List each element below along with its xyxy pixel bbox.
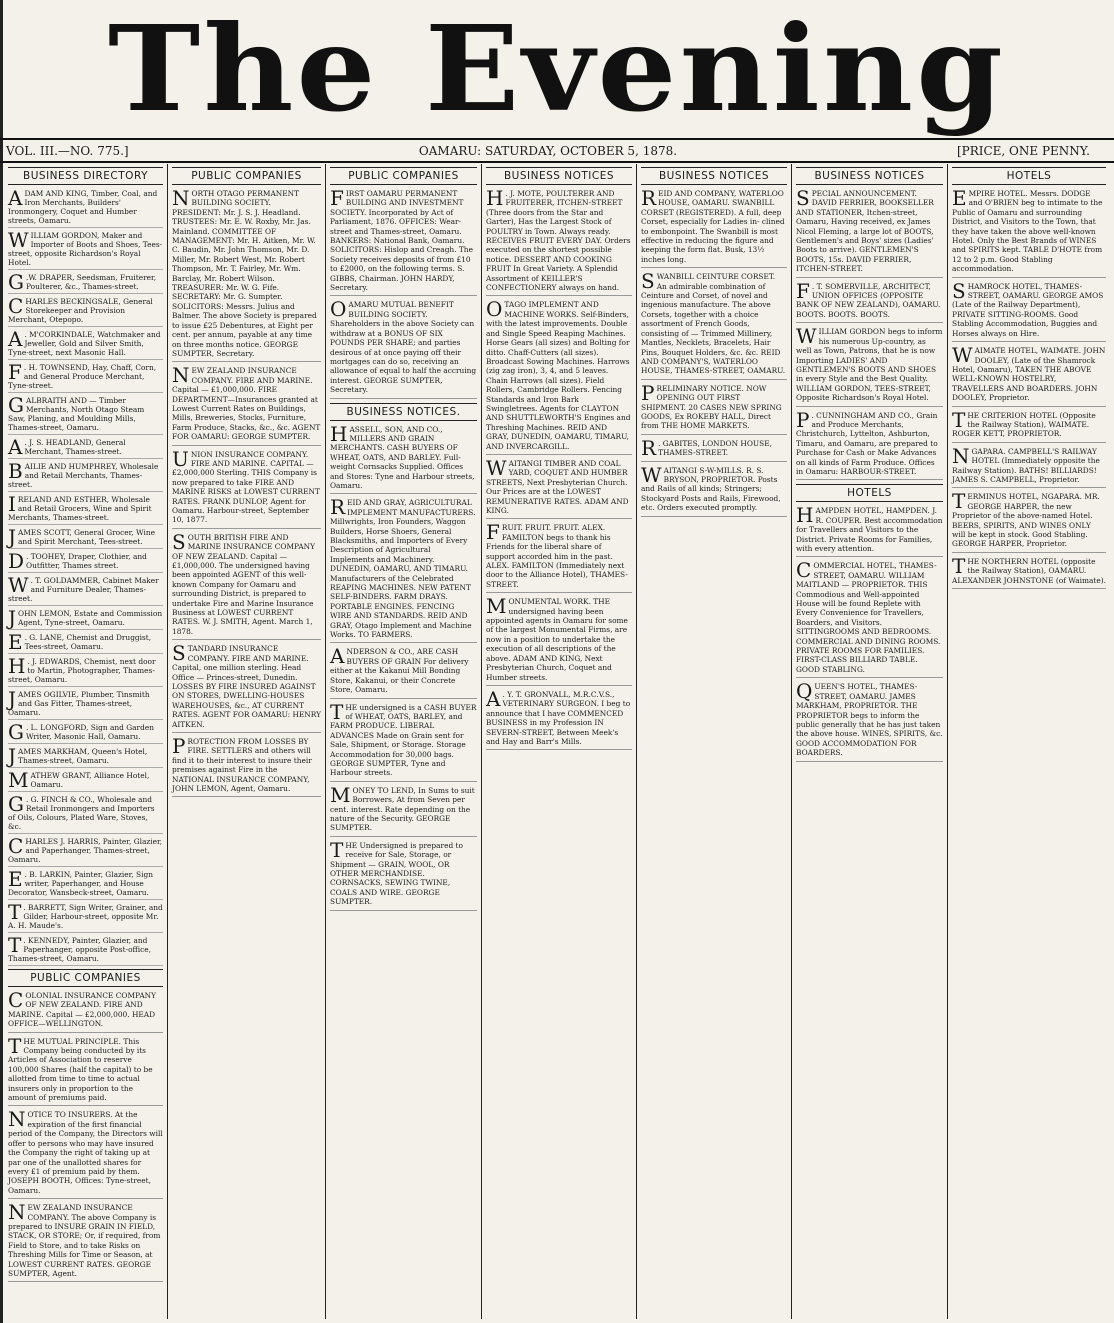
advertisement-text: ILLIAM GORDON begs to inform his numerous Up-country, as well as Town, Patrons, that he is now Importing LADIES' AND GENTLEMEN'S BOOTS AND SHOES in every Style and the Best Quality. WILLIAM GORDON, TEES-STREET, Opposite Richardson's Royal Hotel. [796, 327, 943, 403]
hotels-list [796, 503, 943, 761]
drop-capital: C [8, 834, 24, 858]
advertisement [330, 421, 477, 495]
drop-capital: H [8, 654, 26, 678]
drop-capital: J [8, 606, 17, 630]
advertisement [8, 988, 163, 1033]
advertisement-text: GAPARA. CAMPBELL'S RAILWAY HOTEL (Immediately opposite the Railway Station). BATHS! BILLIARDS! JAMES S. CAMPBELL, Proprietor. [952, 446, 1100, 484]
advertisement-text: AIMATE HOTEL, WAIMATE. JOHN DOOLEY, (Late of the Shamrock Hotel, Oamaru), TAKEN THE ABOVE WELL-KNOWN HOSTELRY, TRAVELLERS AND BOARDERS. JOHN DOOLEY, Proprietor. [952, 346, 1106, 403]
drop-capital: C [796, 558, 812, 583]
drop-capital: W [8, 573, 29, 597]
advertisement-text: AITANGI S-W-MILLS. R. S. BRYSON, PROPRIETOR. Posts and Rails of all kinds; Stringers; Stockyard Posts and Rails, Firewood, etc. Orders executed promptly. [641, 465, 781, 513]
advertisement [330, 297, 477, 398]
advertisement-text: . G. LANE, Chemist and Druggist, Tees-street, Oamaru. [24, 633, 152, 651]
drop-capital: Q [796, 679, 813, 704]
section-heading: BUSINESS NOTICES [796, 167, 943, 185]
advertisement-text: . T. GOLDAMMER, Cabinet Maker and Furniture Dealer, Thames-street. [8, 576, 159, 603]
drop-capital: D [8, 549, 25, 573]
directory-entry [8, 900, 163, 933]
section-heading: HOTELS [952, 167, 1106, 185]
drop-capital: F [796, 278, 810, 303]
companies-list [8, 988, 163, 1282]
advertisement [796, 558, 943, 678]
advertisement [796, 324, 943, 406]
advertisement-text: HARLES BECKINGSALE, General Storekeeper and Provision Merchant, Otepopo. [8, 297, 153, 324]
advertisement [172, 529, 321, 640]
advertisement-text: . M'CORKINDALE, Watchmaker and Jeweller, Gold and Silver Smith, Tyne-street, next Masonic Hall. [8, 330, 161, 357]
advertisement [796, 503, 943, 557]
advertisement [172, 733, 321, 797]
notices-list [486, 186, 632, 750]
column-3 [326, 164, 482, 1319]
price: [PRICE, ONE PENNY. [956, 144, 1090, 158]
advertisement-text: HAMROCK HOTEL, THAMES-STREET, OAMARU. GEORGE AMOS (Late of the Railway Department), PRIVATE SITTING-ROOMS. Good Stabling Accommodation, Buggies and Horses always on Hire. [952, 281, 1104, 338]
drop-capital: T [330, 699, 344, 724]
advertisement [330, 699, 477, 782]
section-heading: PUBLIC COMPANIES [330, 167, 477, 185]
advertisement-text: NDERSON & CO., ARE CASH BUYERS OF GRAIN For delivery either at the Kakanui Mill Bonding Store, Kakanui, or their Concrete Store, Oamaru. [330, 647, 469, 695]
advertisement [641, 462, 787, 517]
directory-entry [8, 744, 163, 768]
drop-capital: T [952, 489, 966, 514]
advertisement [952, 186, 1106, 278]
drop-capital: T [952, 407, 966, 432]
directory-entry [8, 792, 163, 834]
advertisement-text: HE NORTHERN HOTEL (opposite the Railway Station), OAMARU. ALEXANDER JOHNSTONE (of Waimate). [952, 556, 1107, 585]
advertisement-text: ASSELL, SON, AND CO., MILLERS AND GRAIN MERCHANTS. CASH BUYERS OF WHEAT, OATS, AND BARLEY. Full-weight Cornsacks Supplied. Offices and Stores: Tyne and Harbour streets, Oamaru. [330, 424, 475, 490]
advertisement [641, 269, 787, 379]
advertisement [952, 443, 1106, 489]
advertisement-text: PECIAL ANNOUNCEMENT. DAVID FERRIER, BOOKSELLER AND STATIONER, Itchen-street, Oamaru, Having received, ex James Nicol Fleming, a large lot of BOOTS, Gentlemen's and Boys' sizes (Ladies' Boots to arrive). GENTLEMEN'S BOOTS, 15s. DAVID FERRIER, ITCHEN-STREET. [796, 189, 934, 274]
masthead [0, 0, 1114, 138]
section-heading: HOTELS [796, 484, 943, 502]
section-heading: BUSINESS NOTICES. [330, 403, 477, 421]
advertisement-text: ORTH OTAGO PERMANENT BUILDING SOCIETY. PRESIDENT: Mr. J. S. J. Headland. TRUSTEES: Mr. E. W. Roxby, Mr. Jas. Mainland. COMMITTEE OF MANAGEMENT: Mr. H. Aitken, Mr. W. C. Baudin, Mr. John Thomson, Mr. D. Miller, Mr. Robert West, Mr. Robert Thompson, Mr. T. Fairley, Mr. Wm. Barclay, Mr. Robert Wilson. TREASURER: Mr. W. G. Fife. SECRETARY: Mr. G. Sumpter. SOLICITORS: Messrs. Julius and Balmer. The above Society is prepared to issue £25 Debentures, at Eight per cent. per annum, payable at any time on three months notice. GEORGE SUMPTER, Secretary. [172, 189, 317, 358]
advertisement [172, 641, 321, 733]
advertisement [8, 1107, 163, 1199]
drop-capital: J [8, 744, 17, 768]
directory-entry [8, 435, 163, 459]
advertisement-text: OHN LEMON, Estate and Commission Agent, Tyne-street, Oamaru. [18, 609, 163, 627]
advertisement-text: HE MUTUAL PRINCIPLE. This Company being conducted by its Articles of Association to reserve 100,000 Shares (half the capital) to be allotted from time to time to actual insurers only in proportion to the amount of premiums paid. [8, 1036, 153, 1103]
section-heading: PUBLIC COMPANIES [172, 167, 321, 185]
advertisement [486, 455, 632, 519]
advertisement [796, 278, 943, 324]
drop-capital: W [641, 462, 662, 487]
advertisement-text: OMMERCIAL HOTEL, THAMES-STREET, OAMARU. WILLIAM MAITLAND — PROPRIETOR. THIS Commodious and Well-appointed House will be found Replete with Every Convenience for Travellers, Boarders, and Visitors. SITTINGROOMS AND BEDROOMS. COMMERCIAL AND DINING ROOMS. PRIVATE ROOMS FOR FAMILIES. FIRST-CLASS BILLIARD TABLE. GOOD STABLING. [796, 561, 941, 674]
drop-capital: M [8, 768, 29, 792]
masthead-title: The Evening [107, 0, 1007, 138]
advertisement-text: . Y. T. GRONVALL, M.R.C.V.S., VETERINARY SURGEON. I beg to announce that I have COMMENCED BUSINESS in my Profession IN SEVERN-STREET, Between Meek's and Hay and Barr's Mills. [486, 689, 631, 746]
advertisement-text: IRST OAMARU PERMANENT BUILDING AND INVESTMENT SOCIETY. Incorporated by Act of Parliament, 1876. OFFICES: Wear-street and Thames-street, Oamaru. BANKERS: National Bank, Oamaru. SOLICITORS: Hislop and Creagh. The Society receives deposits of from £10 to £2000, on the following terms. S. GIBBS, Chairman. JOHN HARDY, Secretary. [330, 189, 473, 293]
advertisement-text: . L. LONGFORD, Sign and Garden Writer, Masonic Hall, Oamaru. [25, 723, 154, 741]
directory-entry [8, 525, 163, 549]
advertisement-text: . TOOHEY, Draper, Clothier, and Outfitter, Thames street. [26, 552, 147, 570]
advertisement [952, 489, 1106, 552]
advertisement-text: AMES OGILVIE, Plumber, Tinsmith and Gas Fitter, Thames-street, Oamaru. [8, 690, 150, 717]
dateline [6, 142, 1090, 160]
section-heading: BUSINESS DIRECTORY [8, 167, 163, 185]
drop-capital: G [8, 393, 24, 417]
masthead-rule-bottom [0, 161, 1114, 163]
advertisement-text: . J. EDWARDS, Chemist, next door to Martin, Photographer, Thames-street, Oamaru. [8, 657, 156, 684]
advertisement-text: HARLES J. HARRIS, Painter, Glazier, and Paperhanger, Thames-street, Oamaru. [8, 837, 163, 864]
drop-capital: G [8, 720, 24, 744]
drop-capital: S [952, 278, 966, 303]
drop-capital: F [8, 360, 22, 384]
advertisement [172, 363, 321, 445]
drop-capital: F [486, 520, 500, 545]
drop-capital: P [796, 407, 810, 432]
advertisement-text: . T. SOMERVILLE, ARCHITECT, UNION OFFICES (OPPOSITE BANK OF NEW ZEALAND), OAMARU. BOOTS. BOOTS. BOOTS. [796, 281, 941, 319]
advertisement-text: . CUNNINGHAM AND CO., Grain and Produce Merchants, Christchurch, Lyttelton, Ashburton, Timaru, and Oamaru, are prepared to Purchase for Cash or Make Advances on all kinds of Farm Produce. Offices in Oamaru: HARBOUR-STREET. [796, 410, 938, 476]
drop-capital: N [172, 186, 190, 210]
section-heading: PUBLIC COMPANIES [8, 969, 163, 987]
drop-capital: T [8, 1033, 22, 1058]
advertisement-text: HE undersigned is a CASH BUYER of WHEAT, OATS, BARLEY, and FARM PRODUCE. LIBERAL ADVANCES Made on Grain sent for Sale, Shipment, or Storage. Storage Accommodation for 30,000 bags. GEORGE SUMPTER, Tyne and Harbour streets. [330, 702, 477, 778]
drop-capital: W [486, 455, 507, 480]
advertisement [641, 186, 787, 268]
directory-entry [8, 687, 163, 720]
advertisement [952, 343, 1106, 406]
drop-capital: G [8, 270, 24, 294]
advertisement-text: ERMINUS HOTEL, NGAPARA. MR. GEORGE HARPER, the new Proprietor of the above-named Hotel. BEERS, SPIRITS, AND WINES ONLY will be kept in stock. Good Stabling. GEORGE HARPER, Proprietor. [952, 492, 1100, 549]
drop-capital: A [8, 186, 23, 210]
date-and-place: OAMARU: SATURDAY, OCTOBER 5, 1878. [418, 144, 678, 158]
advertisement-text: AMES MARKHAM, Queen's Hotel, Thames-street, Oamaru. [18, 747, 148, 765]
column-5 [637, 164, 792, 1319]
drop-capital: A [8, 435, 23, 459]
directory-list [8, 186, 163, 966]
drop-capital: S [796, 186, 810, 210]
directory-entry [8, 270, 163, 294]
drop-capital: I [8, 492, 16, 516]
advertisement-text: RELIMINARY NOTICE. NOW OPENING OUT FIRST SHIPMENT. 20 CASES NEW SPRING GOODS, Ex ROKEBY HALL, Direct from THE HOME MARKETS. [641, 383, 782, 431]
directory-entry [8, 393, 163, 435]
advertisement [172, 186, 321, 362]
advertisement-text: EID AND COMPANY, WATERLOO HOUSE, OAMARU. SWANBILL CORSET (REGISTERED). A full, deep Corset, especially for Ladies in- clined to embonpoint. The Swanbill is most effective in reducing the figure and keeping the form flat. Busk, 13½ inches long. [641, 189, 785, 264]
directory-entry [8, 573, 163, 606]
advertisement-text: AMARU MUTUAL BENEFIT BUILDING SOCIETY. Shareholders in the above Society can withdraw at a BONUS OF SIX POUNDS PER SHARE; and parties desirous of at once paying off their mortgages can do so, receiving an allowance of equal to half the accruing interest. GEORGE SUMPTER, Secretary. [330, 300, 477, 395]
directory-entry [8, 492, 163, 525]
advertisement-text: AMES SCOTT, General Grocer, Wine and Spirit Merchant, Tees-street. [18, 528, 155, 546]
advertisement-text: ONEY TO LEND, In Sums to suit Borrowers, At from Seven per cent. interest. Rate depending on the nature of the Security. GEORGE SUMPTER. [330, 785, 475, 833]
advertisement-text: AMPDEN HOTEL, HAMPDEN. J. R. COUPER. Best accommodation for Travellers and Visitors to the District. Private Rooms for Families, with every attention. [796, 506, 943, 553]
column-1 [4, 164, 168, 1319]
advertisement-text: . J. MOTE, POULTERER AND FRUITERER, ITCHEN-STREET (Three doors from the Star and Garter), Has the Largest Stock of POULTRY in Town. Always ready. RECEIVES FRUIT EVERY DAY. Orders executed on the shortest possible notice. DESSERT AND COOKING FRUIT In Great Variety. A Splendid Assortment of KEILLER'S CONFECTIONERY always on hand. [486, 189, 631, 293]
advertisement-text: . G. FINCH & CO., Wholesale and Retail Ironmongers and Importers of Oils, Colours, Plated Ware, Stoves, &c. [8, 795, 155, 831]
advertisement-text: ONUMENTAL WORK. THE undersigned having been appointed agents in Oamaru for some of the largest Monumental Firms, are now in a position to undertake the execution of all descriptions of the above. ADAM AND KING, Next Presbyterian Church, Coquet and Humber streets. [486, 597, 628, 682]
advertisement [796, 407, 943, 481]
drop-capital: A [330, 644, 345, 669]
directory-entry [8, 327, 163, 360]
columns [4, 164, 1110, 1319]
drop-capital: O [330, 297, 347, 322]
advertisement [796, 679, 943, 761]
advertisement [641, 435, 787, 462]
drop-capital: B [8, 459, 23, 483]
directory-entry [8, 630, 163, 654]
advertisement-text: OLONIAL INSURANCE COMPANY OF NEW ZEALAND. FIRE AND MARINE. Capital — £2,000,000. HEAD OFFICE—WELLINGTON. [8, 991, 157, 1029]
advertisement-text: TAGO IMPLEMENT AND MACHINE WORKS. Self-Binders, with the latest improvements. Double and Single Speed Reaping Machines. Horse Gears (all sizes) and Bolting for ditto. Chaff-Cutters (all sizes). Broadcast Sowing Machines. Harrows (zig zag iron), 3, 4, and 5 leaves. Chain Harrows (all sizes). Field Rollers, Cambridge Rollers. Fencing Standards and Iron Bark Swingletrees. Agents for CLAYTON AND SHUTTLEWORTH'S Engines and Threshing Machines. REID AND GRAY, DUNEDIN, OAMARU, TIMARU, AND INVERCARGILL. [486, 300, 631, 451]
column-2 [168, 164, 326, 1319]
advertisement-text: DAM AND KING, Timber, Coal, and Iron Merchants, Builders' Ironmongery, Coquet and Humber streets, Oamaru. [8, 189, 158, 225]
drop-capital: R [641, 186, 657, 210]
drop-capital: H [796, 503, 814, 528]
drop-capital: H [330, 421, 348, 446]
advertisement [486, 686, 632, 750]
advertisement [172, 446, 321, 529]
advertisement-text: NION INSURANCE COMPANY. FIRE AND MARINE. CAPITAL — £2,000,000 Sterling. THIS Company is now prepared to take FIRE AND MARINE RISKS at LOWEST CURRENT RATES. FRANK DUNLOP, Agent for Oamaru. Harbour-street, September 10, 1877. [172, 449, 320, 525]
drop-capital: W [796, 324, 817, 349]
advertisement [641, 380, 787, 435]
advertisement-text: ILLIAM GORDON, Maker and Importer of Boots and Shoes, Tees-street, opposite Richardson's Royal Hotel. [8, 231, 163, 267]
advertisement-text: AITANGI TIMBER AND COAL YARD, COQUET AND HUMBER STREETS, Next Presbyterian Church. Our Prices are at the LOWEST REMUNERATIVE RATES. ADAM AND KING. [486, 458, 629, 515]
notices-list [796, 186, 943, 480]
advertisement-text: . J. S. HEADLAND, General Merchant, Thames-street. [24, 438, 126, 456]
advertisement-text: OTICE TO INSURERS. At the expiration of the first financial period of the Company, the Directors will offer to persons who may have insured the Company the right of taking up at par one of the unallotted shares for every £1 of premium paid by them. JOSEPH BOOTH, Offices: Tyne-street, Oamaru. [8, 1110, 163, 1195]
directory-entry [8, 654, 163, 687]
drop-capital: H [486, 186, 504, 210]
advertisement [8, 1033, 163, 1107]
drop-capital: S [172, 529, 186, 554]
notices-list [330, 421, 477, 911]
drop-capital: F [330, 186, 344, 210]
column-6 [792, 164, 948, 1319]
advertisement [486, 520, 632, 593]
directory-entry [8, 186, 163, 228]
advertisement-text: HE CRITERION HOTEL (Opposite the Railway Station), WAIMATE. ROGER KETT, PROPRIETOR. [952, 410, 1096, 439]
directory-entry [8, 294, 163, 327]
directory-entry [8, 549, 163, 573]
advertisement [952, 553, 1107, 589]
drop-capital: R [330, 495, 346, 520]
companies-list [172, 186, 321, 797]
drop-capital: C [8, 988, 24, 1012]
drop-capital: T [8, 900, 22, 924]
drop-capital: E [8, 630, 23, 654]
advertisement [330, 644, 477, 698]
advertisement-text: OUTH BRITISH FIRE AND MARINE INSURANCE COMPANY OF NEW ZEALAND. Capital — £1,000,000. The undersigned having been appointed AGENT of this well-known Company for Oamaru and surrounding District, is prepared to undertake Fire and Marine Insurance Business at LOWEST CURRENT RATES. W. J. SMITH, Agent. March 1, 1878. [172, 532, 316, 636]
drop-capital: C [8, 294, 24, 318]
directory-entry [8, 459, 163, 492]
page-edge-rule [0, 0, 3, 1323]
drop-capital: T [8, 933, 22, 957]
advertisement-text: . H. TOWNSEND, Hay, Chaff, Corn, and General Produce Merchant, Tyne-street. [8, 363, 157, 390]
drop-capital: R [641, 435, 657, 460]
directory-entry [8, 720, 163, 744]
advertisement-text: HE Undersigned is prepared to receive for Sale, Storage, or Shipment — GRAIN, WOOL, OR OTHER MERCHANDISE. CORNSACKS, SEWING TWINE, COALS AND WIRE. GEORGE SUMPTER. [330, 840, 463, 907]
advertisement [486, 594, 632, 686]
advertisement-text: .W. DRAPER, Seedsman, Fruiterer, Poulterer, &c., Thames-street. [25, 273, 157, 291]
advertisement [330, 837, 477, 911]
drop-capital: N [8, 1107, 26, 1132]
advertisement-text: ROTECTION FROM LOSSES BY FIRE. SETTLERS and others will find it to their interest to insure their premises against Fire in the NATIONAL INSURANCE COMPANY, JOHN LEMON, Agent, Oamaru. [172, 736, 312, 793]
advertisement [330, 495, 477, 643]
drop-capital: S [172, 641, 186, 666]
drop-capital: S [641, 269, 655, 294]
directory-entry [8, 606, 163, 630]
hotels-list [952, 186, 1107, 589]
drop-capital: T [952, 553, 966, 578]
advertisement-text: EW ZEALAND INSURANCE COMPANY. FIRE AND MARINE. Capital — £1,000,000. FIRE DEPARTMENT—Insurances granted at Lowest Current Rates on Buildings, Mills, Breweries, Stocks, Furniture, Farm Produce, Stacks, &c., &c. AGENT FOR OAMARU: GEORGE SUMPTER. [172, 366, 321, 442]
advertisement [330, 186, 477, 296]
companies-list [330, 186, 477, 399]
drop-capital: E [8, 867, 23, 891]
drop-capital: M [486, 594, 507, 619]
advertisement-text: EW ZEALAND INSURANCE COMPANY. The above Company is prepared to INSURE GRAIN IN FIELD, STACK, OR STORE; Or, if required, from Field to Store, and to take Risks on Threshing Mills for Time or Season, at LOWEST CURRENT RATES. GEORGE SUMPTER, Agent. [8, 1203, 161, 1278]
advertisement-text: ATHEW GRANT, Alliance Hotel, Oamaru. [30, 771, 150, 789]
drop-capital: A [8, 327, 23, 351]
advertisement-text: . GABITES, LONDON HOUSE, THAMES-STREET. [658, 438, 772, 458]
directory-entry [8, 834, 163, 867]
volume-number: VOL. III.—NO. 775.] [6, 144, 129, 158]
drop-capital: W [952, 343, 973, 368]
drop-capital: J [8, 687, 17, 711]
advertisement-text: AILIE AND HUMPHREY, Wholesale and Retail Merchants, Thames-street. [8, 462, 159, 489]
advertisement-text: UEEN'S HOTEL, THAMES-STREET, OAMARU. JAMES MARKHAM, PROPRIETOR. THE PROPRIETOR begs to inform the public generally that he has just taken the above house. WINES, SPIRITS, &c. GOOD ACCOMMODATION FOR BOARDERS. [796, 682, 943, 758]
drop-capital: W [8, 228, 29, 252]
advertisement [796, 186, 943, 278]
advertisement [952, 407, 1106, 443]
drop-capital: J [8, 525, 17, 549]
directory-entry [8, 360, 163, 393]
advertisement [330, 782, 477, 837]
column-7 [948, 164, 1110, 1319]
advertisement-text: . B. LARKIN, Painter, Glazier, Sign writer, Paperhanger, and House Decorator, Wansbeck-street, Oamaru. [8, 870, 153, 897]
advertisement-text: WANBILL CEINTURE CORSET. An admirable combination of Ceinture and Corset, of novel and ingenious manufacture. The above Corsets, together with a choice assortment of French Goods, consisting of — Trimmed Millinery, Mantles, Necklets, Bracelets, Hair Pins, Bouquet Holders, &c. &c. REID AND COMPANY'S, WATERLOO HOUSE, THAMES-STREET, OAMARU. [641, 272, 786, 376]
drop-capital: P [172, 733, 186, 758]
advertisement-text: . BARRETT, Sign Writer, Grainer, and Gilder, Harbour-street, opposite Mr. A. H. Maude's. [8, 903, 163, 930]
section-heading: BUSINESS NOTICES [486, 167, 632, 185]
advertisement-text: MPIRE HOTEL. Messrs. DODGE and O'BRIEN beg to intimate to the Public of Oamaru and surrounding District, and Visitors to the Town, that they have taken the above well-known Hotel. Only the Best Brands of WINES and SPIRITS kept. TABLE D'HOTE from 12 to 2 p.m. Good Stabling accommodation. [952, 189, 1103, 274]
drop-capital: G [8, 792, 24, 816]
drop-capital: T [330, 837, 344, 862]
advertisement-text: . KENNEDY, Painter, Glazier, and Paperhanger, opposite Post-office, Thames-street, Oamaru. [8, 936, 151, 963]
advertisement-text: RUIT. FRUIT. FRUIT. ALEX. FAMILTON begs to thank his Friends for the liberal share of support accorded him in the past. ALEX. FAMILTON (Immediately next door to the Alliance Hotel), THAMES-STREET. [486, 523, 628, 589]
advertisement [486, 297, 632, 455]
advertisement [8, 1200, 163, 1282]
directory-entry [8, 228, 163, 270]
advertisement [952, 278, 1106, 342]
directory-entry [8, 933, 163, 966]
notices-list [641, 186, 787, 517]
advertisement-text: RELAND AND ESTHER, Wholesale and Retail Grocers, Wine and Spirit Merchants, Thames-street. [8, 495, 152, 522]
drop-capital: E [952, 186, 967, 210]
drop-capital: N [8, 1200, 26, 1225]
drop-capital: A [486, 686, 501, 711]
drop-capital: P [641, 380, 655, 405]
advertisement-text: EID AND GRAY, AGRICULTURAL IMPLEMENT MANUFACTURERS. Millwrights, Iron Founders, Waggon Builders, Horse Shoers, General Blacksmiths, and Importers of Every Description of Agricultural Implements and Machinery. DUNEDIN, OAMARU, AND TIMARU. Manufacturers of the Celebrated REAPING MACHINES. NEW PATENT SELF-BINDERS. FARM DRAYS. PORTABLE ENGINES. FENCING WIRE AND STANDARDS. REID AND GRAY, Otago Implement and Machine Works. TO FARMERS. [330, 498, 476, 640]
section-heading: BUSINESS NOTICES [641, 167, 787, 185]
advertisement [486, 186, 632, 296]
directory-entry [8, 867, 163, 900]
drop-capital: N [952, 443, 970, 468]
drop-capital: U [172, 446, 189, 471]
drop-capital: M [330, 782, 351, 807]
masthead-rule-top [0, 138, 1114, 140]
advertisement-text: ALBRAITH AND — Timber Merchants, North Otago Steam Saw, Planing, and Moulding Mills, Thames-street, Oamaru. [8, 396, 145, 432]
column-4 [482, 164, 637, 1319]
drop-capital: O [486, 297, 503, 322]
advertisement-text: TANDARD INSURANCE COMPANY. FIRE AND MARINE. Capital, one million sterling. Head Office — Princes-street, Dunedin. LOSSES BY FIRE INSURED AGAINST ON STORES, DWELLING-HOUSES WAREHOUSES, &c., AT CURRENT RATES. AGENT FOR OAMARU: HENRY AITKEN. [172, 644, 321, 729]
directory-entry [8, 768, 163, 792]
drop-capital: N [172, 363, 190, 388]
